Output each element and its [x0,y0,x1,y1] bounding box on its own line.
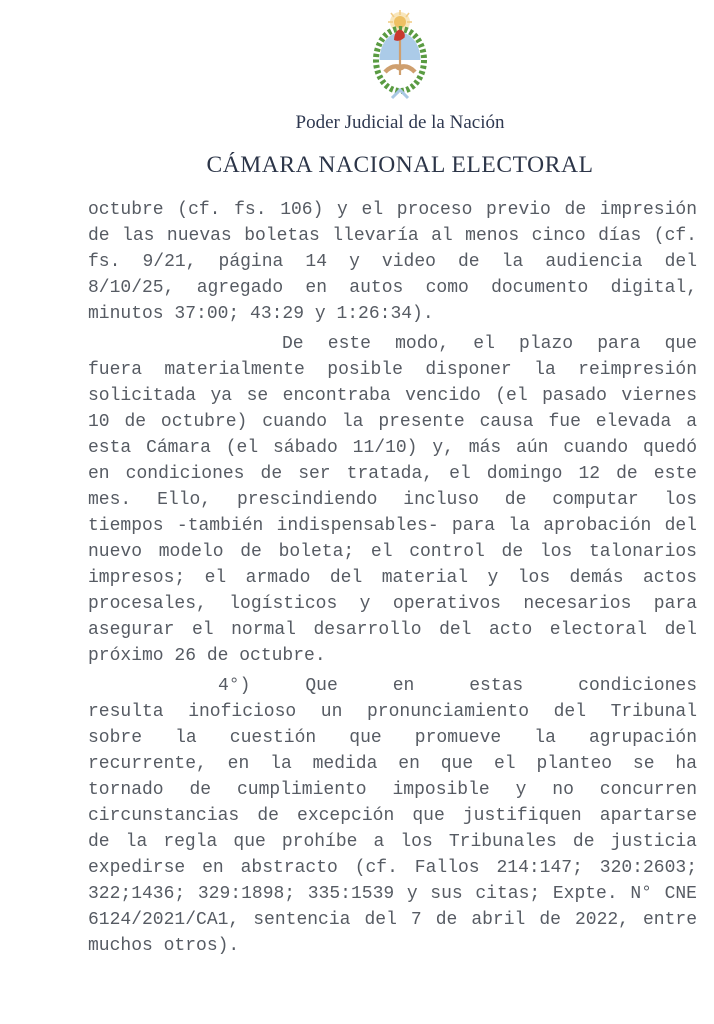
text-line: expedirse en abstracto (cf. Fallos 214:147; 320:2603; [88,858,697,878]
text-line: solicitada ya se encontraba vencido (el pasado viernes [88,386,697,406]
paragraph [88,197,697,327]
text-line: 8/10/25, agregado en autos como documento digital, [88,278,697,298]
text-line: De este modo, el plazo para que [282,334,697,354]
text-line: 322;1436; 329:1898; 335:1539 y sus citas; Expte. N° CNE [88,884,697,904]
text-line: de las nuevas boletas llevaría al menos cinco días (cf. [88,226,697,246]
text-line: recurrente, en la medida en que el planteo se ha [88,754,697,774]
text-line: fuera materialmente posible disponer la reimpresión [88,360,697,380]
paragraph [88,673,697,959]
paragraph [88,331,697,669]
text-line: 10 de octubre) cuando la presente causa fue elevada a [88,412,697,432]
document-title: CÁMARA NACIONAL ELECTORAL [206,152,594,178]
text-line: procesales, logísticos y operativos necesarios para [88,594,697,614]
text-line: impresos; el armado del material y los demás actos [88,568,697,588]
document-body [88,197,697,963]
institution-name: Poder Judicial de la Nación [295,112,505,133]
text-line: mes. Ello, prescindiendo incluso de computar los [88,490,697,510]
text-line: de la regla que prohíbe a los Tribunales de justicia [88,832,697,852]
text-line: tiempos -también indispensables- para la aprobación del [88,516,697,536]
text-line: circunstancias de excepción que justifiquen apartarse [88,806,697,826]
text-line: minutos 37:00; 43:29 y 1:26:34). [88,304,434,324]
text-line: asegurar el normal desarrollo del acto electoral del [88,620,697,640]
argentina-coat-of-arms-icon [350,10,450,102]
text-line: resulta inoficioso un pronunciamiento del Tribunal [88,702,697,722]
text-line: octubre (cf. fs. 106) y el proceso previo de impresión [88,200,697,220]
text-line: muchos otros). [88,936,240,956]
text-line: sobre la cuestión que promueve la agrupación [88,728,697,748]
ribbon-bow [392,90,408,98]
document-header [86,10,714,107]
text-line: fs. 9/21, página 14 y video de la audiencia del [88,252,697,272]
text-line: esta Cámara (el sábado 11/10) y, más aún cuando quedó [88,438,697,458]
text-line: en condiciones de ser tratada, el domingo 12 de este [88,464,697,484]
text-line: tornado de cumplimiento imposible y no concurren [88,780,697,800]
text-line: 4°) Que en estas condiciones [218,676,697,696]
text-line: 6124/2021/CA1, sentencia del 7 de abril de 2022, entre [88,910,697,930]
text-line: próximo 26 de octubre. [88,646,326,666]
text-line: nuevo modelo de boleta; el control de los talonarios [88,542,697,562]
